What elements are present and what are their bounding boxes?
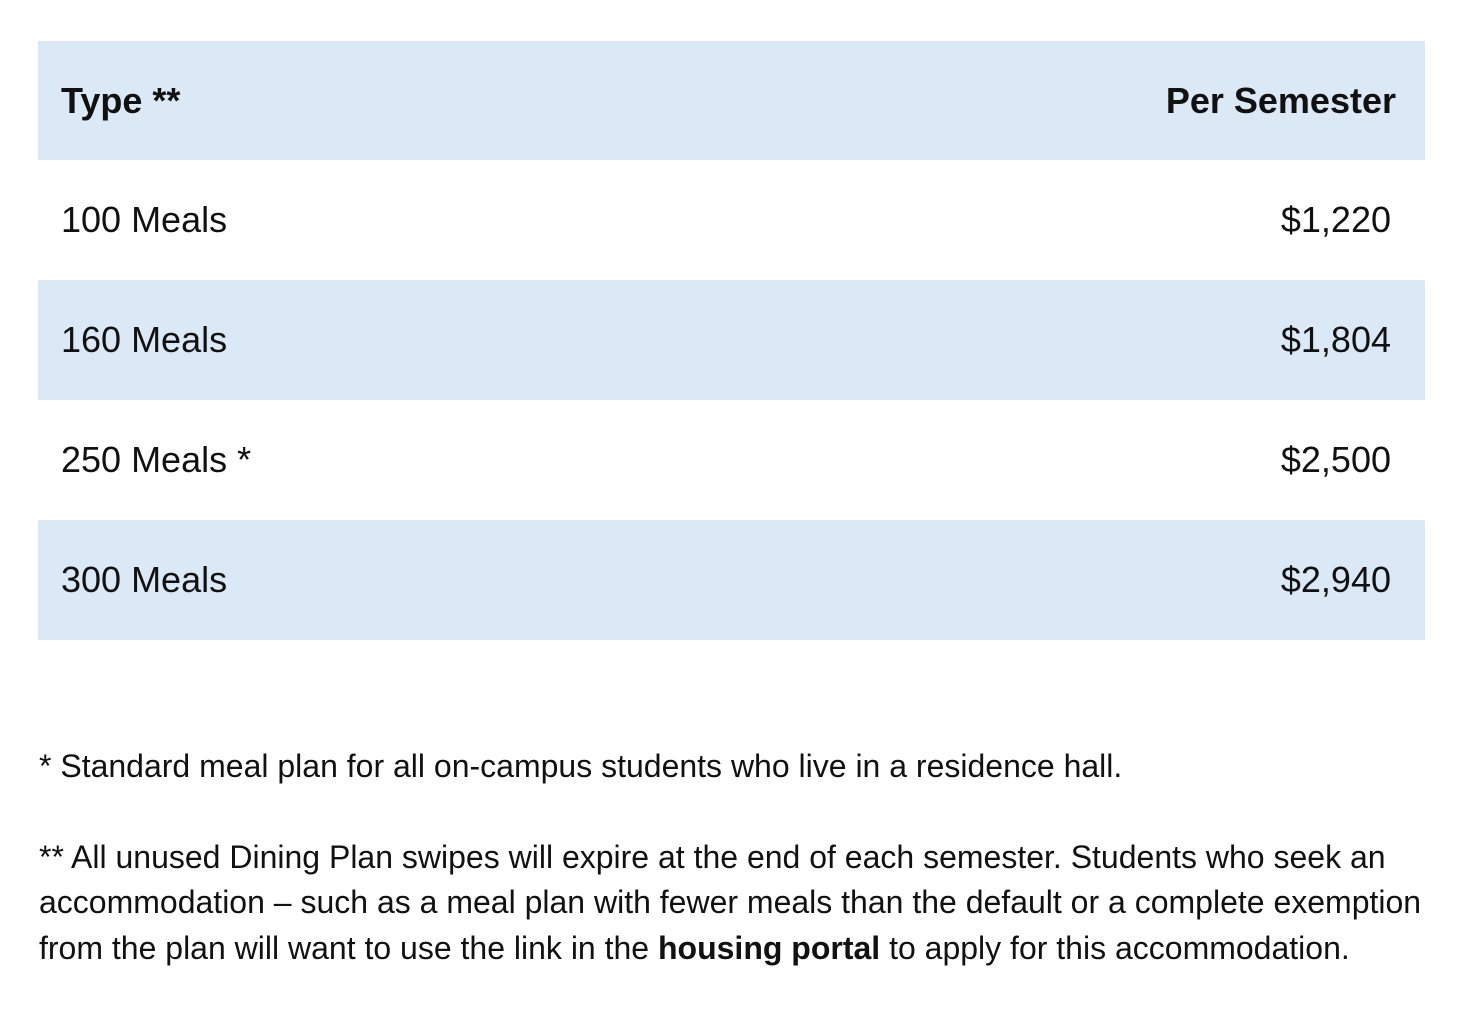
- standard-plan-footnote: * Standard meal plan for all on-campus students who live in a residence hall.: [39, 748, 1123, 784]
- footnote-text: ** All unused Dining Plan swipes will expire at the end of each semester. Students who seek an accommodation – such as a meal plan with fewer meals than the default or a complete exemption from the plan will want to use the link in the: [39, 838, 1422, 966]
- table-row: [38, 400, 1425, 520]
- meal-type-cell: 160 Meals: [61, 319, 228, 360]
- meal-plan-table: [38, 41, 1425, 640]
- price-cell: $2,940: [1280, 559, 1391, 600]
- table-row: [38, 160, 1425, 280]
- price-cell: $1,804: [1280, 319, 1391, 360]
- table-header-row: [38, 41, 1425, 160]
- per-semester-column-header: Per Semester: [1165, 79, 1396, 121]
- table-row: [38, 280, 1425, 400]
- meal-type-cell: 300 Meals: [61, 559, 228, 600]
- price-cell: $2,500: [1280, 439, 1391, 480]
- price-cell: $1,220: [1280, 199, 1391, 240]
- housing-portal-link[interactable]: housing portal: [657, 929, 881, 966]
- table-row: [38, 520, 1425, 640]
- meal-type-cell: 100 Meals: [61, 199, 228, 240]
- footnote-text-end: to apply for this accommodation.: [880, 929, 1350, 966]
- meal-type-cell: 250 Meals *: [61, 439, 252, 480]
- unused-swipes-footnote: [39, 835, 1439, 972]
- type-column-header: Type **: [61, 79, 181, 121]
- footnotes: [39, 744, 1439, 971]
